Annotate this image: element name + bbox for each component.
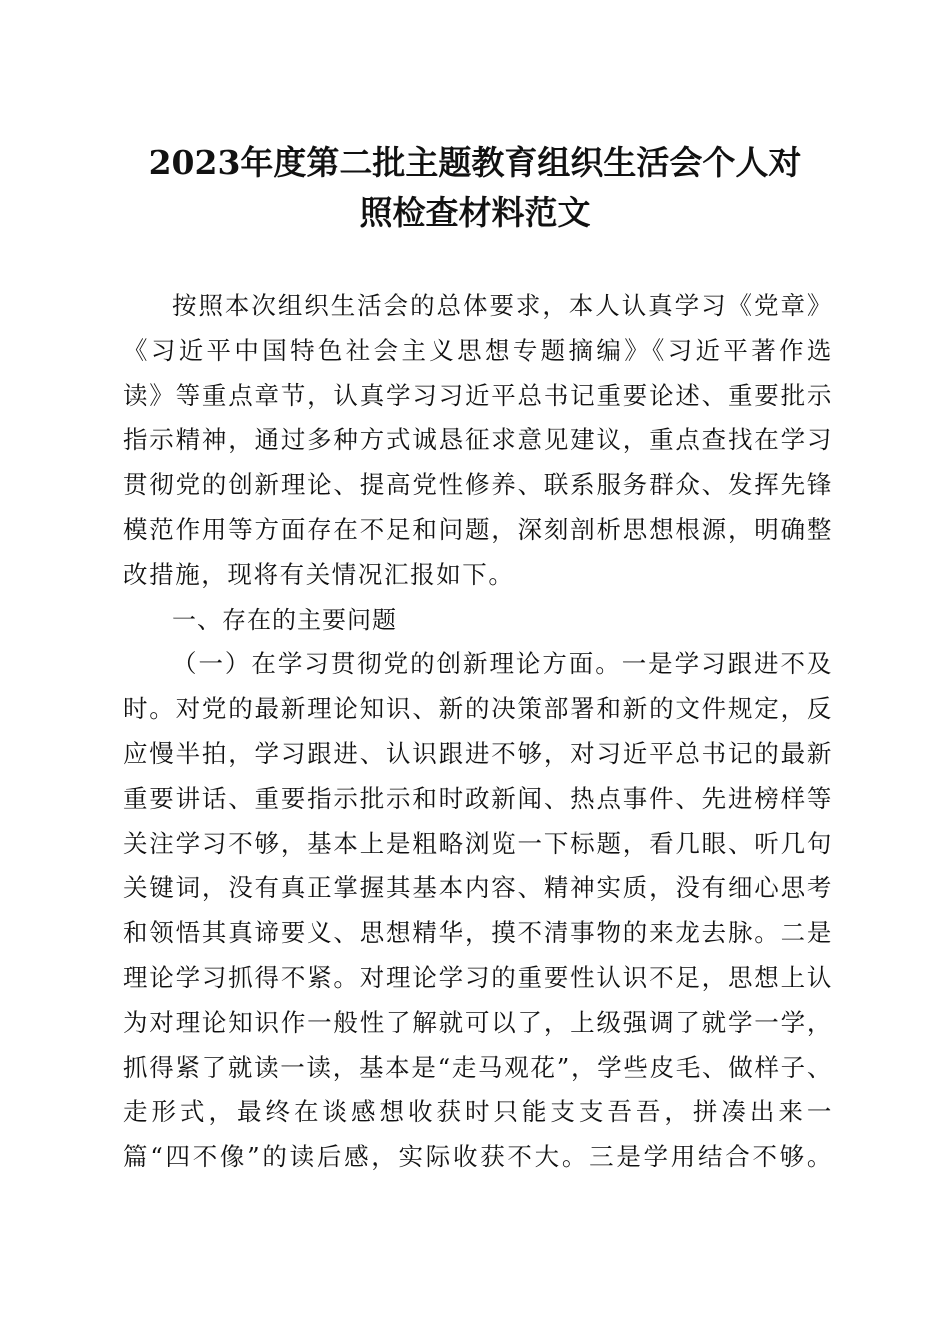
section-heading: 一、存在的主要问题 [172, 605, 397, 634]
section-paragraph-line: 理论学习抓得不紧。对理论学习的重要性认识不足，思想上认 [123, 962, 833, 992]
section-paragraph-line: 时。对党的最新理论知识、新的决策部署和新的文件规定，反 [123, 694, 833, 724]
section-paragraph-line: 应慢半拍，学习跟进、认识跟进不够，对习近平总书记的最新 [123, 738, 833, 768]
intro-paragraph-line: 《习近平中国特色社会主义思想专题摘编》《习近平著作选 [123, 335, 833, 365]
intro-paragraph-line: 按照本次组织生活会的总体要求，本人认真学习《党章》 [172, 291, 833, 320]
intro-paragraph-line: 读》等重点章节，认真学习习近平总书记重要论述、重要批示 [123, 380, 833, 410]
intro-paragraph-line: 改措施，现将有关情况汇报如下。 [123, 559, 515, 589]
section-paragraph-line: 关键词，没有真正掌握其基本内容、精神实质，没有细心思考 [123, 873, 833, 903]
title-line: 2023年度第二批主题教育组织生活会个人对 [148, 143, 802, 182]
section-paragraph-line: 重要讲话、重要指示批示和时政新闻、热点事件、先进榜样等 [123, 783, 833, 813]
section-paragraph-line: 关注学习不够，基本上是粗略浏览一下标题，看几眼、听几句 [123, 828, 833, 858]
intro-paragraph-line: 模范作用等方面存在不足和问题，深刻剖析思想根源，明确整 [123, 514, 833, 544]
section-paragraph-line: 为对理论知识作一般性了解就可以了，上级强调了就学一学， [123, 1007, 833, 1037]
intro-paragraph-line: 贯彻党的创新理论、提高党性修养、联系服务群众、发挥先锋 [123, 470, 833, 500]
document-title [100, 138, 850, 238]
section-paragraph-line: 抓得紧了就读一读，基本是“走马观花”，学些皮毛、做样子、 [123, 1052, 833, 1082]
intro-paragraph-line: 指示精神，通过多种方式诚恳征求意见建议，重点查找在学习 [123, 425, 833, 455]
document-body [123, 284, 833, 1180]
section-paragraph-line: 走形式，最终在谈感想收获时只能支支吾吾，拼凑出来一 [123, 1097, 833, 1127]
section-paragraph-line: 和领悟其真谛要义、思想精华，摸不清事物的来龙去脉。二是 [123, 918, 833, 948]
title-line: 照检查材料范文 [359, 193, 591, 232]
section-paragraph-line: （一）在学习贯彻党的创新理论方面。一是学习跟进不及 [172, 649, 833, 679]
section-paragraph-line: 篇“四不像”的读后感，实际收获不大。三是学用结合不够。 [123, 1142, 833, 1172]
